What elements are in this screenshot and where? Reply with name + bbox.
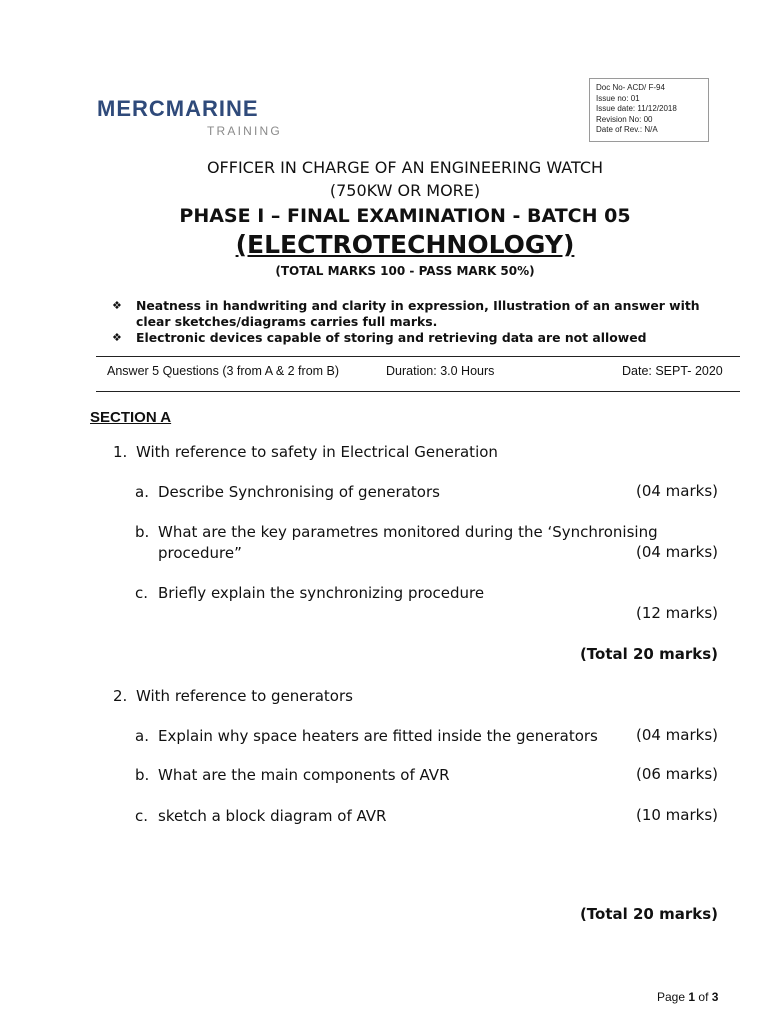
question-number: 2. bbox=[113, 687, 128, 705]
exam-title: PHASE I – FINAL EXAMINATION - BATCH 05 bbox=[179, 205, 631, 227]
question-1b-continuation: procedure” bbox=[158, 544, 242, 562]
divider-bottom bbox=[96, 391, 740, 392]
marks-label: (12 marks) bbox=[635, 604, 718, 622]
diamond-bullet-icon: ❖ bbox=[112, 299, 122, 312]
marks-label: (04 marks) bbox=[635, 726, 718, 744]
question-text: With reference to safety in Electrical Generation bbox=[136, 443, 498, 461]
date-of-revision: Date of Rev.: N/A bbox=[596, 125, 658, 135]
instructions-list bbox=[112, 298, 728, 346]
diamond-bullet-icon: ❖ bbox=[112, 331, 122, 344]
logo-mercmarine: MERCMARINE bbox=[97, 96, 259, 121]
section-title: SECTION A bbox=[90, 409, 172, 426]
question-total-marks: (Total 20 marks) bbox=[579, 645, 718, 663]
issue-date: Issue date: 11/12/2018 bbox=[596, 104, 677, 114]
marks-label: (04 marks) bbox=[635, 543, 718, 561]
marks-label: (04 marks) bbox=[635, 482, 718, 500]
course-subtitle: (750KW OR MORE) bbox=[329, 181, 481, 200]
course-title: OFFICER IN CHARGE OF AN ENGINEERING WATCH bbox=[206, 158, 604, 177]
marks-label: (10 marks) bbox=[635, 806, 718, 824]
subject-title: (ELECTROTECHNOLOGY) bbox=[235, 230, 575, 259]
marks-label: (06 marks) bbox=[635, 765, 718, 783]
divider-top bbox=[96, 356, 740, 357]
page-number: Page 1 of 3 bbox=[657, 990, 719, 1004]
document-info-box bbox=[589, 78, 709, 142]
instruction-item: ❖ Electronic devices capable of storing and retrieving data are not allowed bbox=[112, 330, 647, 345]
answer-instructions: Answer 5 Questions (3 from A & 2 from B) bbox=[107, 364, 340, 378]
duration: Duration: 3.0 Hours bbox=[386, 364, 495, 378]
question-text: With reference to generators bbox=[136, 687, 353, 705]
doc-number: Doc No- ACD/ F-94 bbox=[596, 83, 665, 92]
revision-number: Revision No: 00 bbox=[596, 114, 653, 124]
logo-training: TRAINING bbox=[207, 124, 282, 138]
question-total-marks: (Total 20 marks) bbox=[579, 905, 718, 923]
instruction-item: ❖ Neatness in handwriting and clarity in expression, Illustration of an answer with clear sketches/diagrams carries full marks. bbox=[112, 298, 700, 329]
exam-date: Date: SEPT- 2020 bbox=[622, 364, 723, 378]
marks-info: (TOTAL MARKS 100 - PASS MARK 50%) bbox=[275, 264, 535, 278]
issue-number: Issue no: 01 bbox=[596, 93, 640, 103]
question-number: 1. bbox=[113, 443, 128, 461]
